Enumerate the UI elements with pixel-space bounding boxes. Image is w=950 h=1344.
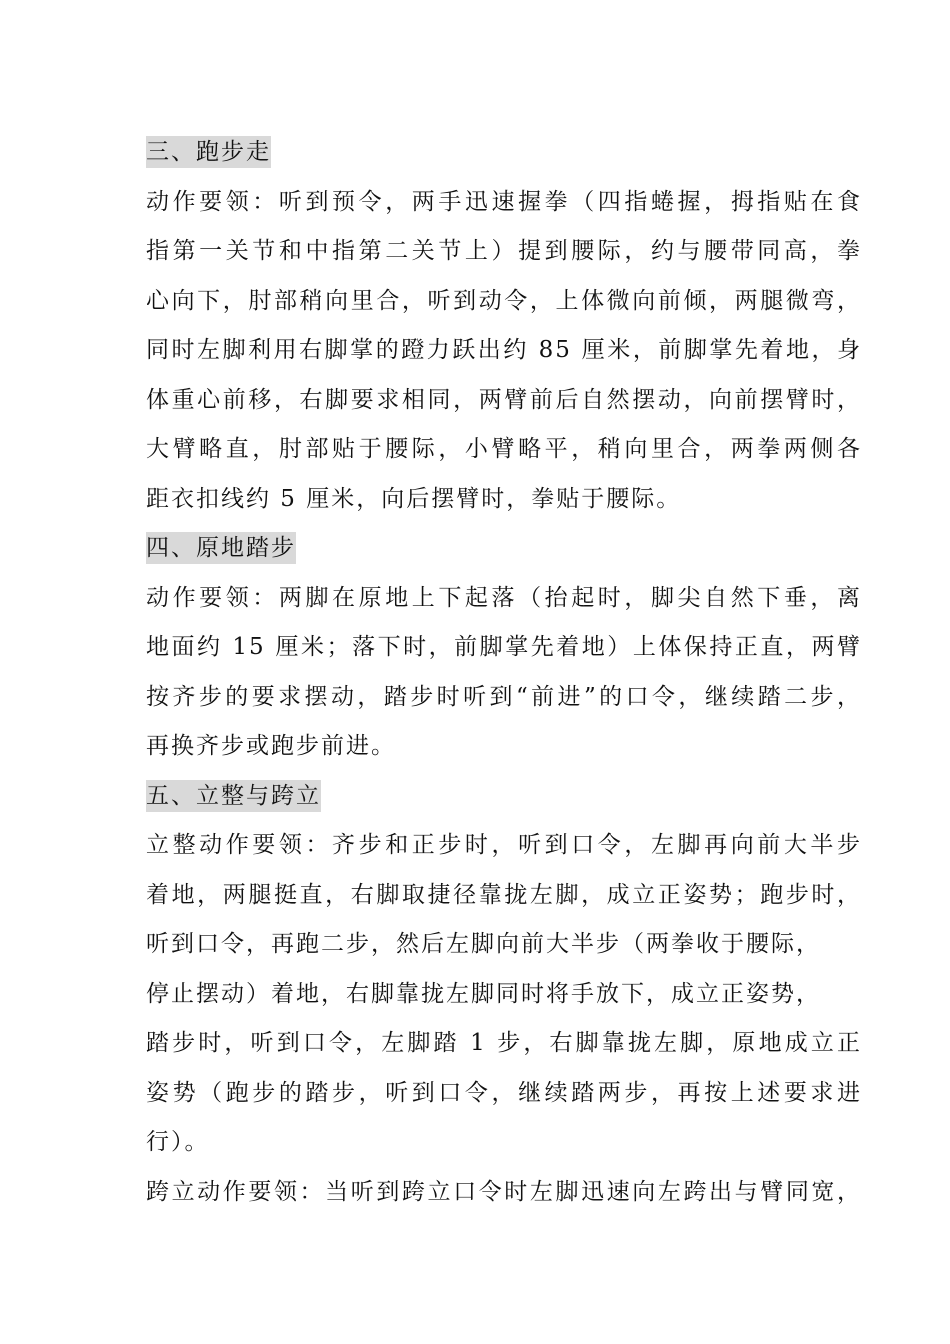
paragraph-line: 按齐步的要求摆动，踏步时听到“前进”的口令，继续踏二步， xyxy=(146,683,862,710)
paragraph-line: 姿势（跑步的踏步，听到口令，继续踏两步，再按上述要求进 xyxy=(146,1079,862,1106)
paragraph-line: 距衣扣线约 5 厘米，向后摆臂时，拳贴于腰际。 xyxy=(146,485,682,512)
paragraph-line: 立整动作要领：齐步和正步时，听到口令，左脚再向前大半步 xyxy=(146,832,862,858)
document-body xyxy=(146,128,862,1217)
paragraph-line: 踏步时，听到口令，左脚踏 1 步，右脚靠拢左脚，原地成立正 xyxy=(146,1030,862,1056)
section-heading-3 xyxy=(146,128,862,178)
paragraph-line: 动作要领：两脚在原地上下起落（抬起时，脚尖自然下垂，离 xyxy=(146,584,862,611)
section-heading-text: 四、原地踏步 xyxy=(146,532,296,564)
paragraph-line: 着地，两腿挺直，右脚取捷径靠拢左脚，成立正姿势；跑步时， xyxy=(146,881,862,908)
section-heading-4 xyxy=(146,524,862,574)
paragraph-line: 体重心前移，右脚要求相同，两臂前后自然摆动，向前摆臂时， xyxy=(146,386,862,413)
paragraph-line: 听到口令，再跑二步，然后左脚向前大半步（两拳收于腰际， xyxy=(146,931,821,957)
paragraph-line: 停止摆动）着地，右脚靠拢左脚同时将手放下，成立正姿势， xyxy=(146,980,821,1007)
paragraph-line: 跨立动作要领：当听到跨立口令时左脚迅速向左跨出与臂同宽， xyxy=(146,1178,862,1205)
paragraph-line: 行）。 xyxy=(146,1129,210,1155)
paragraph-line: 指第一关节和中指第二关节上）提到腰际，约与腰带同高，拳 xyxy=(146,238,862,264)
paragraph-line: 动作要领：听到预令，两手迅速握拳（四指蜷握，拇指贴在食 xyxy=(146,188,862,215)
section-heading-text: 三、跑步走 xyxy=(146,136,271,168)
paragraph-line: 大臂略直，肘部贴于腰际，小臂略平，稍向里合，两拳两侧各 xyxy=(146,436,862,462)
paragraph-line: 心向下，肘部稍向里合，听到动令，上体微向前倾，两腿微弯， xyxy=(146,287,862,314)
paragraph-line: 再换齐步或跑步前进。 xyxy=(146,733,396,759)
paragraph-line: 地面约 15 厘米；落下时，前脚掌先着地）上体保持正直，两臂 xyxy=(146,634,862,660)
section-heading-5 xyxy=(146,772,862,822)
paragraph-line: 同时左脚利用右脚掌的蹬力跃出约 85 厘米，前脚掌先着地，身 xyxy=(146,337,862,363)
section-heading-text: 五、立整与跨立 xyxy=(146,780,321,812)
